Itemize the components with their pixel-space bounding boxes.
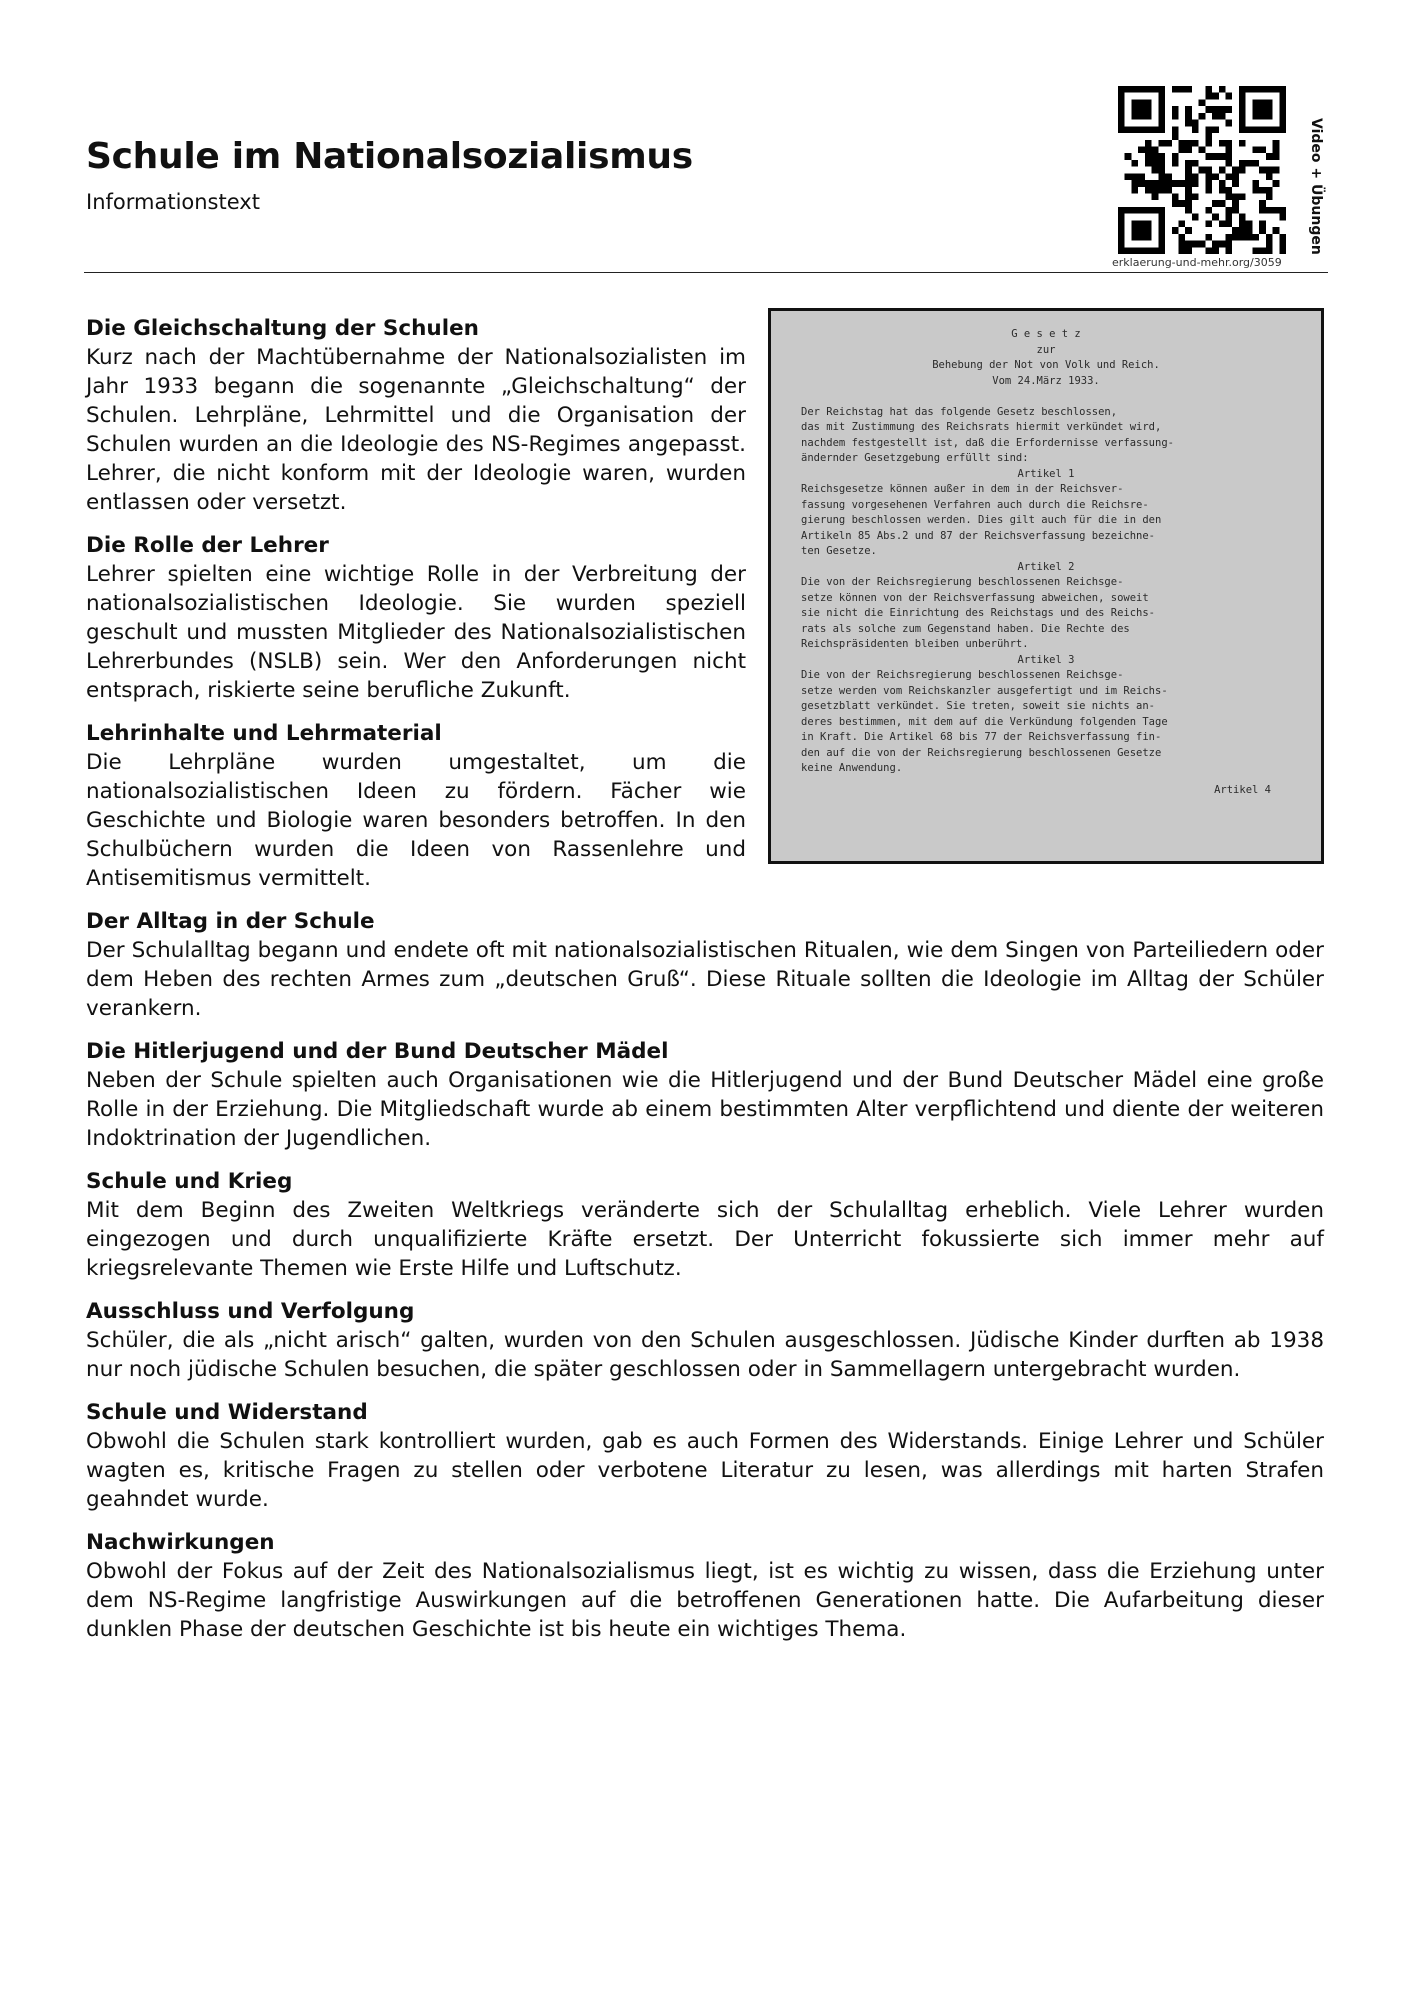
law-document-line: [801, 389, 1291, 405]
section-heading: Die Rolle der Lehrer: [86, 533, 329, 558]
section-hitlerjugend: [86, 1037, 1324, 1153]
page-subtitle: Informationstext: [86, 190, 260, 214]
section-ausschluss: [86, 1297, 1324, 1384]
law-document-line: setze können von der Reichsverfassung abweichen, soweit: [801, 591, 1149, 604]
law-document-line: Reichsgesetze können außer in dem in der Reichsver-: [801, 483, 1124, 495]
section-text: Obwohl der Fokus auf der Zeit des Nationalsozialismus liegt, ist es wichtig zu wissen, dass die Erziehung unter dem NS-Regime langfristige Auswirkungen auf die betroffenen Generationen hatte. Die Aufarbeitung dieser dunklen Phase der deutschen Geschichte ist bis heute ein wichtiges Thema.: [86, 1559, 1324, 1642]
law-document-figure: [768, 308, 1324, 868]
section-text: Obwohl die Schulen stark kontrolliert wurden, gab es auch Formen des Widerstands. Einige Lehrer und Schüler wagten es, kritische Fragen zu stellen oder verbotene Literatur zu lesen, was allerdings mit harten Strafen geahndet wurde.: [86, 1429, 1324, 1512]
law-document-image: [768, 308, 1324, 864]
section-heading: Ausschluss und Verfolgung: [86, 1299, 415, 1324]
qr-code-caption[interactable]: erklaerung-und-mehr.org/3059: [1112, 256, 1282, 269]
section-heading: Schule und Widerstand: [86, 1400, 368, 1425]
law-document-line: Artikel 2: [1017, 560, 1075, 573]
law-document-line: sie nicht die Einrichtung des Reichstags und des Reichs-: [801, 607, 1156, 619]
law-document-line: in Kraft. Die Artikel 68 bis 77 der Reichsverfassung fin-: [801, 731, 1162, 743]
law-document-line: gesetzblatt verkündet. Sie treten, soweit sie nichts an-: [801, 700, 1156, 712]
law-document-line: rats als solche zum Gegenstand haben. Die Rechte des: [801, 622, 1130, 635]
section-text: Lehrer spielten eine wichtige Rolle in der Verbreitung der nationalsozialistischen Ideologie. Sie wurden speziell geschult und mussten Mitglieder des Nationalsozialistischen Lehrerbundes (NSLB) sein. Wer den Anforderungen nicht entsprach, riskierte seine berufliche Zukunft.: [86, 562, 746, 703]
section-text: Neben der Schule spielten auch Organisationen wie die Hitlerjugend und der Bund Deutscher Mädel eine große Rolle in der Erziehung. Die Mitgliedschaft wurde ab einem bestimmten Alter verpflichtend und diente der weiteren Indoktrination der Jugendlichen.: [86, 1068, 1324, 1151]
law-document-line: gierung beschlossen werden. Dies gilt auch für die in den: [801, 514, 1162, 526]
section-heading: Der Alltag in der Schule: [86, 909, 375, 934]
section-schule-und-krieg: [86, 1167, 1324, 1283]
section-heading: Die Hitlerjugend und der Bund Deutscher Mädel: [86, 1039, 669, 1064]
section-text: Mit dem Beginn des Zweiten Weltkriegs veränderte sich der Schulalltag erheblich. Viele Lehrer wurden eingezogen und durch unqualifizierte Kräfte ersetzt. Der Unterricht fokussierte sich immer mehr auf kriegsrelevante Themen wie Erste Hilfe und Luftschutz.: [86, 1198, 1324, 1281]
law-document-line: Vom 24.März 1933.: [992, 374, 1100, 387]
law-document-line: Der Reichstag hat das folgende Gesetz beschlossen,: [801, 405, 1118, 418]
header-divider: [84, 272, 1328, 273]
law-document-line: Reichspräsidenten bleiben unberührt.: [801, 638, 1029, 650]
law-document-line: fassung vorgesehenen Verfahren auch durch die Reichsre-: [801, 498, 1149, 511]
law-document-line: Artikel 3: [1017, 653, 1075, 666]
law-document-line: Artikel 4: [1214, 783, 1271, 796]
section-nachwirkungen: [86, 1528, 1324, 1644]
law-document-line: nachdem festgestellt ist, daß die Erfordernisse verfassung-: [801, 436, 1174, 449]
law-document-line: G e s e t z: [1011, 328, 1081, 340]
information-text: [86, 314, 1324, 1658]
law-document-line: Artikeln 85 Abs.2 und 87 der Reichsverfassung bezeichne-: [801, 529, 1156, 542]
section-heading: Die Gleichschaltung der Schulen: [86, 316, 479, 341]
qr-code-icon[interactable]: [1118, 86, 1286, 254]
law-document-line: deres bestimmen, mit dem auf die Verkündung folgenden Tage: [801, 715, 1168, 728]
law-document-line: Artikel 1: [1017, 467, 1075, 480]
section-text: Der Schulalltag begann und endete oft mit nationalsozialistischen Ritualen, wie dem Singen von Parteiliedern oder dem Heben des rechten Armes zum „deutschen Gruß“. Diese Rituale sollten die Ideologie im Alltag der Schüler verankern.: [86, 938, 1324, 1021]
law-document-line: zur: [1036, 343, 1056, 356]
law-document-line: ten Gesetze.: [801, 545, 877, 557]
video-exercises-label: Video + Übungen: [1308, 118, 1324, 255]
law-document-line: den auf die von der Reichsregierung beschlossenen Gesetze: [801, 746, 1162, 759]
section-heading: Lehrinhalte und Lehrmaterial: [86, 721, 442, 746]
law-document-line: keine Anwendung.: [801, 762, 903, 774]
section-heading: Nachwirkungen: [86, 1530, 275, 1555]
section-text: Schüler, die als „nicht arisch“ galten, wurden von den Schulen ausgeschlossen. Jüdische Kinder durften ab 1938 nur noch jüdische Schulen besuchen, die später geschlossen oder in Sammellagern untergebracht wurden.: [86, 1328, 1324, 1382]
law-document-line: Behebung der Not von Volk und Reich.: [932, 359, 1160, 371]
section-heading: Schule und Krieg: [86, 1169, 293, 1194]
law-document-line: Die von der Reichsregierung beschlossenen Reichsge-: [801, 669, 1124, 681]
page-title: Schule im Nationalsozialismus: [86, 136, 693, 177]
section-alltag: [86, 907, 1324, 1023]
law-document-line: ändernder Gesetzgebung erfüllt sind:: [801, 452, 1029, 464]
law-document-text: [771, 311, 1321, 861]
law-document-line: setze werden vom Reichskanzler ausgefertigt und im Reichs-: [801, 684, 1168, 697]
section-text: Kurz nach der Machtübernahme der Nationalsozialisten im Jahr 1933 begann die sogenannte „Gleichschaltung“ der Schulen. Lehrpläne, Lehrmittel und die Organisation der Schulen wurden an die Ideologie des NS-Regimes angepasst. Lehrer, die nicht konform mit der Ideologie waren, wurden entlassen oder versetzt.: [86, 345, 746, 515]
section-widerstand: [86, 1398, 1324, 1514]
law-document-line: das mit Zustimmung des Reichsrats hiermit verkündet wird,: [801, 421, 1162, 433]
section-text: Die Lehrpläne wurden umgestaltet, um die nationalsozialistischen Ideen zu fördern. Fächer wie Geschichte und Biologie waren besonders betroffen. In den Schulbüchern wurden die Ideen von Rassenlehre und Antisemitismus vermittelt.: [86, 750, 746, 891]
law-document-line: Die von der Reichsregierung beschlossenen Reichsge-: [801, 576, 1124, 588]
